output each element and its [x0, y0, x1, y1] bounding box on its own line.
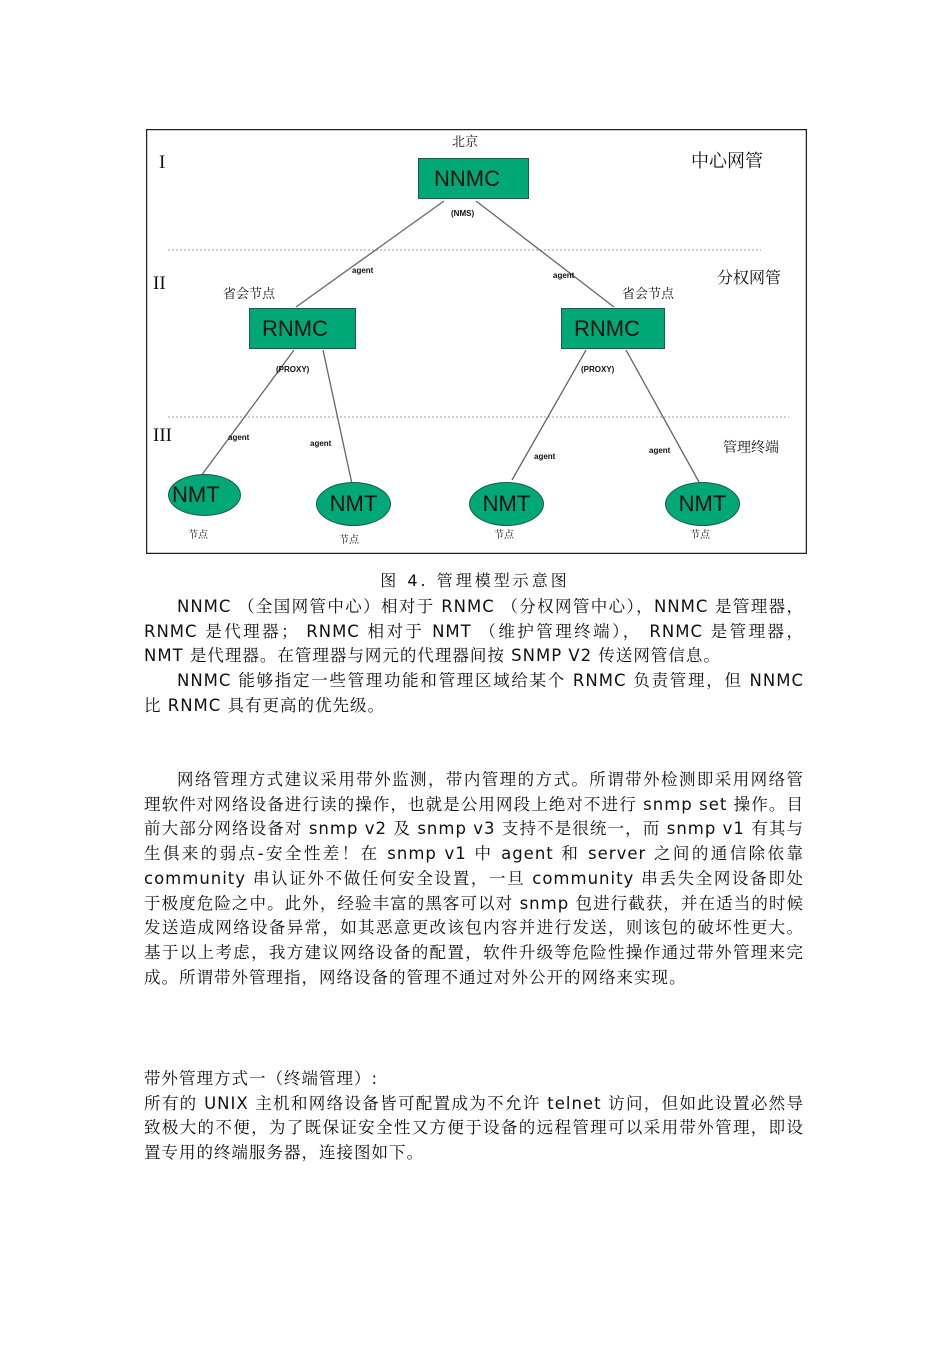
- level-3-name: 管理终端: [723, 440, 779, 456]
- edge-agent-right: agent: [553, 271, 575, 280]
- location-beijing: 北京: [452, 135, 479, 150]
- edge-rnmc-nmt-4: [626, 350, 699, 482]
- nmt-node-1: [168, 474, 241, 516]
- nmt-label-4: NMT: [678, 491, 727, 516]
- node-label-1: 节点: [188, 530, 208, 541]
- rnmc-label-right: RNMC: [574, 315, 640, 341]
- nmt-label-3: NMT: [482, 491, 531, 516]
- edge-agent-nmt-3: agent: [534, 452, 556, 461]
- proxy-role-left: (PROXY): [276, 365, 310, 374]
- edge-rnmc-nmt-2: [323, 350, 352, 484]
- rnmc-label-left: RNMC: [262, 315, 328, 341]
- edge-agent-nmt-1: agent: [228, 433, 250, 442]
- paragraph-nnmc-rnmc: NNMC （全国网管中心）相对于 RNMC （分权网管中心），NNMC 是管理器， RNMC 是代理器； RNMC 相对于 NMT （维护管理终端）， RNMC 是管理器， NMT 是代理器。在管理器与网元的代理器间按 SNMP V2 传送网管信息。: [144, 597, 804, 666]
- edge-nnmc-rnmc-right: [476, 201, 614, 307]
- level-1-roman: I: [159, 152, 166, 173]
- body-block-2: [144, 768, 804, 990]
- location-provincial-left: 省会节点: [223, 287, 276, 302]
- nnmc-label: NNMC: [434, 165, 500, 191]
- paragraph-terminal-server: 所有的 UNIX 主机和网络设备皆可配置成为不允许 telnet 访问，但如此设置必然导致极大的不便，为了既保证安全性又方便于设备的远程管理可以采用带外管理，即设置专用的终端服务器，连接图如下。: [144, 1093, 804, 1163]
- body-block-1: [144, 595, 804, 719]
- level-1-name: 中心网管: [691, 151, 763, 172]
- proxy-role-right: (PROXY): [581, 365, 615, 374]
- level-2-name: 分权网管: [717, 268, 782, 287]
- level-3-roman: III: [153, 425, 172, 446]
- edge-agent-left: agent: [352, 266, 374, 275]
- location-provincial-right: 省会节点: [622, 287, 675, 302]
- nms-role: (NMS): [451, 209, 475, 218]
- edge-agent-nmt-2: agent: [310, 439, 332, 448]
- node-label-4: 节点: [690, 530, 710, 541]
- node-label-2: 节点: [339, 535, 359, 546]
- body-block-3: [144, 1067, 804, 1166]
- nmt-node-3: [469, 482, 544, 526]
- management-model-diagram: [146, 129, 807, 554]
- nmt-label-2: NMT: [329, 491, 378, 516]
- paragraph-out-of-band: 网络管理方式建议采用带外监测，带内管理的方式。所谓带外检测即采用网络管理软件对网络设备进行读的操作，也就是公用网段上绝对不进行 snmp set 操作。目前大部分网络设备对 snmp v2 及 snmp v3 支持不是很统一，而 snmp v1 有其与生俱来的弱点-安全性差！在 snmp v1 中 agent 和 server 之间的通信除依靠 community 串认证外不做任何安全设置，一旦 community 串丢失全网设备即处于极度危险之中。此外，经验丰富的黑客可以对 snmp 包进行截获，并在适当的时候发送造成网络设备异常，如其恶意更改该包内容并进行发送，则该包的破坏性更大。基于以上考虑，我方建议网络设备的配置，软件升级等危险性操作通过带外管理来完成。所谓带外管理指，网络设备的管理不通过对外公开的网络来实现。: [144, 770, 804, 987]
- paragraph-nnmc-priority: NNMC 能够指定一些管理功能和管理区域给某个 RNMC 负责管理，但 NNMC 比 RNMC 具有更高的优先级。: [144, 671, 804, 715]
- nmt-node-2: [316, 482, 391, 526]
- nmt-label-1: NMT: [172, 482, 220, 507]
- node-label-3: 节点: [494, 530, 514, 541]
- figure-caption: 图 4. 管理模型示意图: [380, 571, 570, 590]
- rnmc-node-right: [561, 308, 665, 349]
- level-2-roman: II: [153, 273, 166, 294]
- rnmc-node-left: [249, 308, 356, 349]
- edge-agent-nmt-4: agent: [649, 446, 671, 455]
- nmt-node-4: [665, 482, 740, 526]
- edge-nnmc-rnmc-left: [296, 201, 444, 307]
- nnmc-node: [418, 158, 529, 199]
- section-heading-terminal: 带外管理方式一（终端管理）:: [144, 1069, 379, 1088]
